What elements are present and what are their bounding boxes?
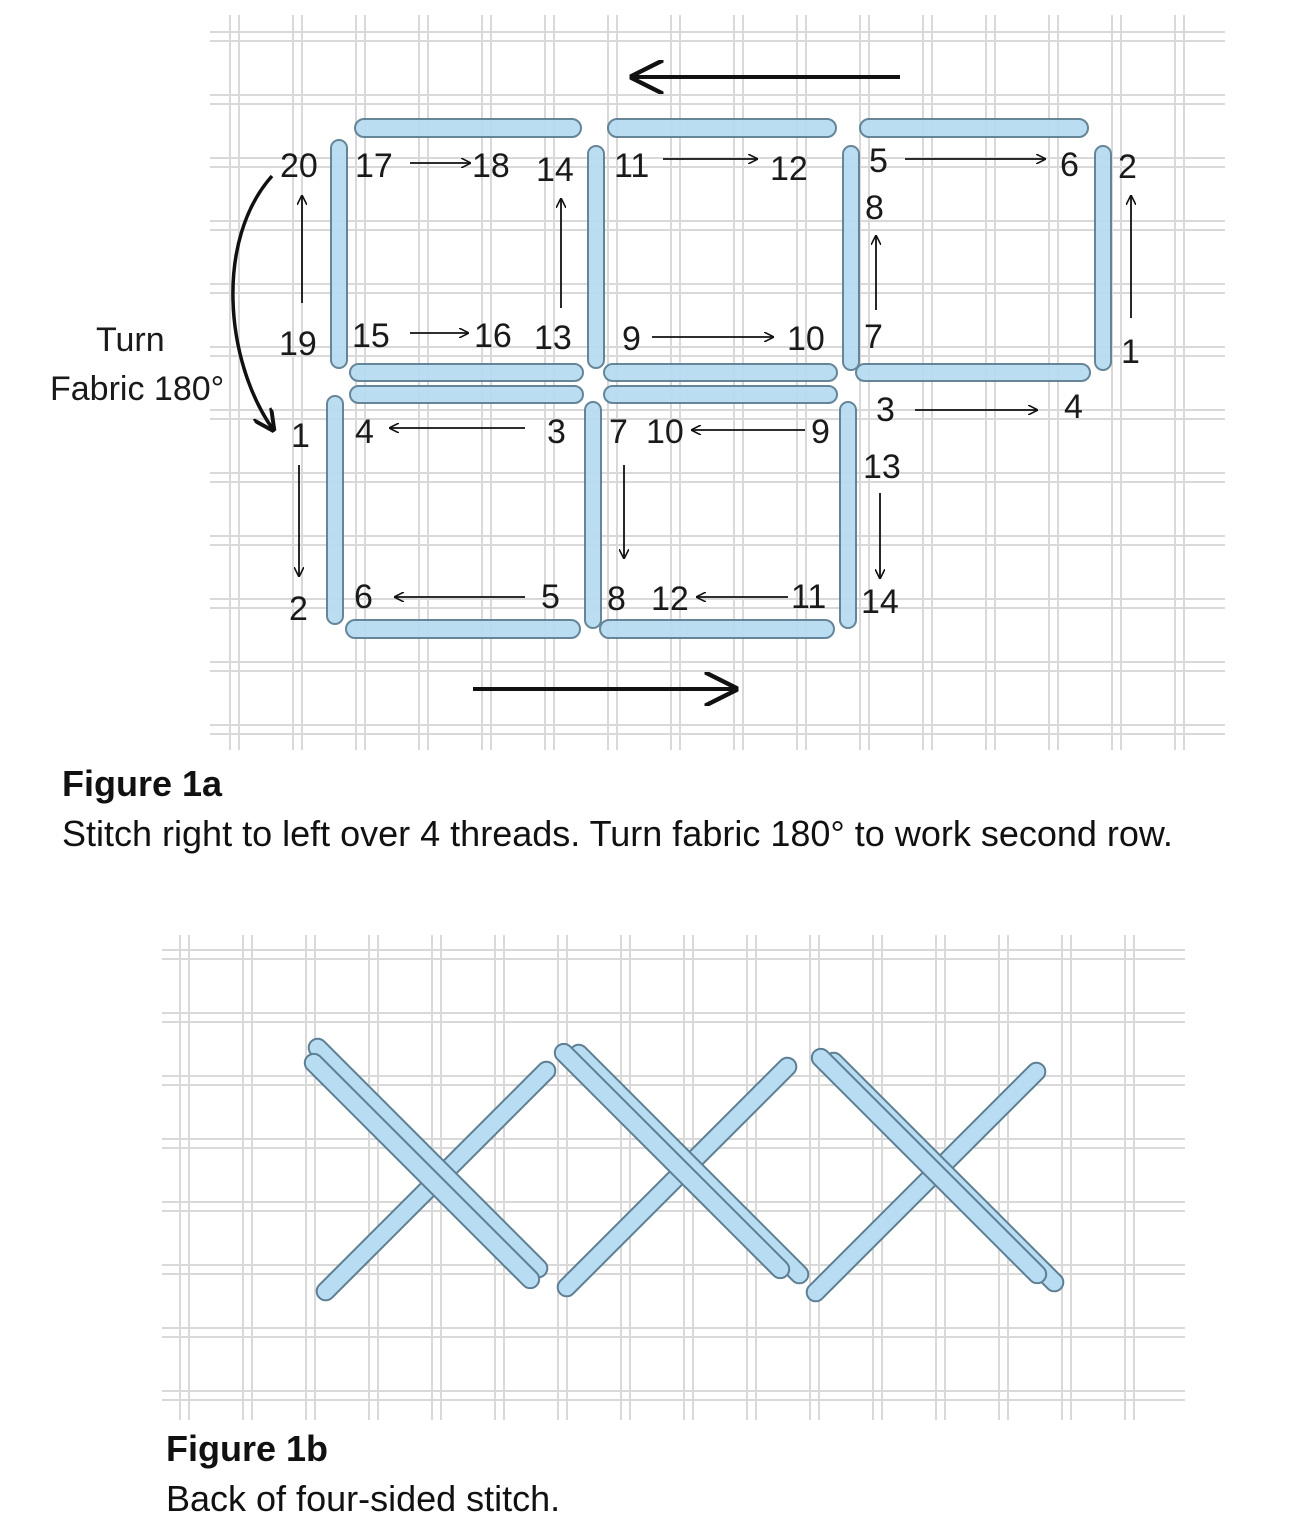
stitch xyxy=(588,146,604,368)
stitch xyxy=(803,1059,1049,1305)
label-2: 2 xyxy=(1118,148,1137,186)
label-12: 12 xyxy=(651,580,689,618)
label-6: 6 xyxy=(1060,146,1079,184)
stitch xyxy=(608,119,836,137)
stitch xyxy=(843,146,859,370)
label-11: 11 xyxy=(791,578,827,616)
label-6: 6 xyxy=(354,578,373,616)
stitch xyxy=(600,620,834,638)
figure-1a-caption: Stitch right to left over 4 threads. Turn fabric 180° to work second row. xyxy=(62,813,1173,854)
stitch xyxy=(1095,146,1111,370)
label-3: 3 xyxy=(547,413,566,451)
stitch xyxy=(301,1050,543,1292)
stitch xyxy=(604,386,837,403)
label-10: 10 xyxy=(787,320,825,358)
label-7: 7 xyxy=(609,413,628,451)
label-9: 9 xyxy=(622,320,641,358)
label-1: 1 xyxy=(1121,333,1140,371)
label-17: 17 xyxy=(355,147,393,185)
label-9: 9 xyxy=(811,413,830,451)
label-14: 14 xyxy=(861,583,899,621)
label-10: 10 xyxy=(646,413,684,451)
label-1: 1 xyxy=(291,417,310,455)
turn-label-line1: Turn xyxy=(96,321,165,359)
label-5: 5 xyxy=(541,578,560,616)
label-3: 3 xyxy=(876,391,895,429)
figure-1b-title: Figure 1b xyxy=(166,1428,329,1469)
stitch xyxy=(604,364,837,381)
stitch-numbers-row2 xyxy=(289,388,1083,628)
cross-stitch-2 xyxy=(551,1040,812,1300)
label-5: 5 xyxy=(869,142,888,180)
figure-1a-title: Figure 1a xyxy=(62,763,223,804)
stitch xyxy=(840,402,856,628)
label-14: 14 xyxy=(536,151,574,189)
label-2: 2 xyxy=(289,590,308,628)
stitch xyxy=(860,119,1088,137)
label-7: 7 xyxy=(864,318,883,356)
label-11: 11 xyxy=(614,147,650,185)
label-19: 19 xyxy=(279,325,317,363)
label-12: 12 xyxy=(770,150,808,188)
figure-1b-caption: Back of four-sided stitch. xyxy=(166,1478,561,1519)
stitch xyxy=(856,364,1090,381)
label-20: 20 xyxy=(280,147,318,185)
label-15: 15 xyxy=(352,317,390,355)
stitch xyxy=(350,386,583,403)
label-13: 13 xyxy=(863,448,901,486)
turn-label-line2: Fabric 180° xyxy=(50,370,225,408)
label-8: 8 xyxy=(607,580,626,618)
label-13: 13 xyxy=(534,319,572,357)
stitch xyxy=(305,1035,551,1281)
stitches-1a xyxy=(327,119,1111,638)
label-16: 16 xyxy=(474,317,512,355)
label-8: 8 xyxy=(865,189,884,227)
stitch xyxy=(331,140,347,368)
stitch xyxy=(355,119,581,137)
stitch xyxy=(585,402,601,628)
label-4: 4 xyxy=(355,413,374,451)
label-18: 18 xyxy=(472,147,510,185)
label-4: 4 xyxy=(1064,388,1083,426)
stitch xyxy=(350,364,583,381)
stitch xyxy=(327,396,343,624)
stitch xyxy=(346,620,580,638)
